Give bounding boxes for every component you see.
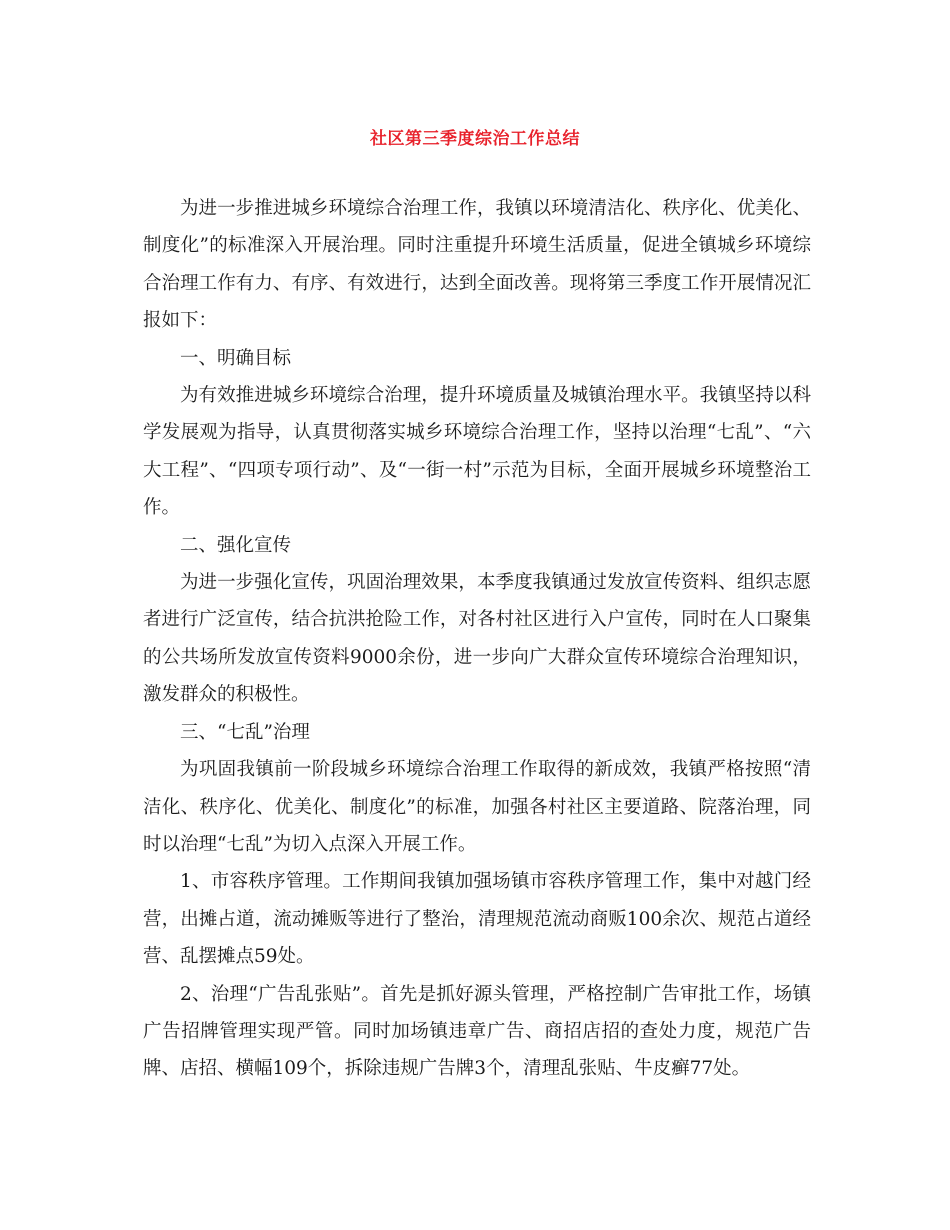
document-body	[143, 190, 811, 1088]
seven-disorders-paragraph: 为巩固我镇前一阶段城乡环境综合治理工作取得的新成效，我镇严格按照“清洁化、秩序化、优美化、制度化”的标准，加强各村社区主要道路、院落治理，同时以治理“七乱”为切入点深入开展工作。	[143, 759, 811, 855]
publicity-paragraph: 为进一步强化宣传，巩固治理效果，本季度我镇通过发放宣传资料、组织志愿者进行广泛宣传，结合抗洪抢险工作，对各村社区进行入户宣传，同时在人口聚集的公共场所发放宣传资料9000余份，进一步向广大群众宣传环境综合治理知识，激发群众的积极性。	[143, 572, 811, 706]
section-heading-goals: 一、明确目标	[180, 347, 292, 369]
intro-paragraph: 为进一步推进城乡环境综合治理工作，我镇以环境清洁化、秩序化、优美化、制度化”的标准深入开展治理。同时注重提升环境生活质量，促进全镇城乡环境综合治理工作有力、有序、有效进行，达到全面改善。现将第三季度工作开展情况汇报如下：	[143, 198, 811, 332]
item-paragraph-advertising: 2、治理“广告乱张贴”。首先是抓好源头管理，严格控制广告审批工作，场镇广告招牌管理实现严管。同时加场镇违章广告、商招店招的查处力度，规范广告牌、店招、横幅109个，拆除违规广告牌3个，清理乱张贴、牛皮癣77处。	[143, 983, 811, 1080]
item-paragraph-city-order: 1、市容秩序管理。工作期间我镇加强场镇市容秩序管理工作，集中对越门经营，出摊占道，流动摊贩等进行了整治，清理规范流动商贩100余次、规范占道经营、乱摆摊点59处。	[143, 871, 811, 968]
goals-paragraph: 为有效推进城乡环境综合治理，提升环境质量及城镇治理水平。我镇坚持以科学发展观为指导，认真贯彻落实城乡环境综合治理工作，坚持以治理“七乱”、“六大工程”、“四项专项行动”、及“一街一村”示范为目标，全面开展城乡环境整治工作。	[143, 385, 811, 519]
document-title: 社区第三季度综治工作总结	[370, 129, 580, 149]
section-heading-publicity: 二、强化宣传	[180, 534, 292, 556]
section-heading-seven-disorders: 三、“七乱”治理	[180, 721, 310, 743]
